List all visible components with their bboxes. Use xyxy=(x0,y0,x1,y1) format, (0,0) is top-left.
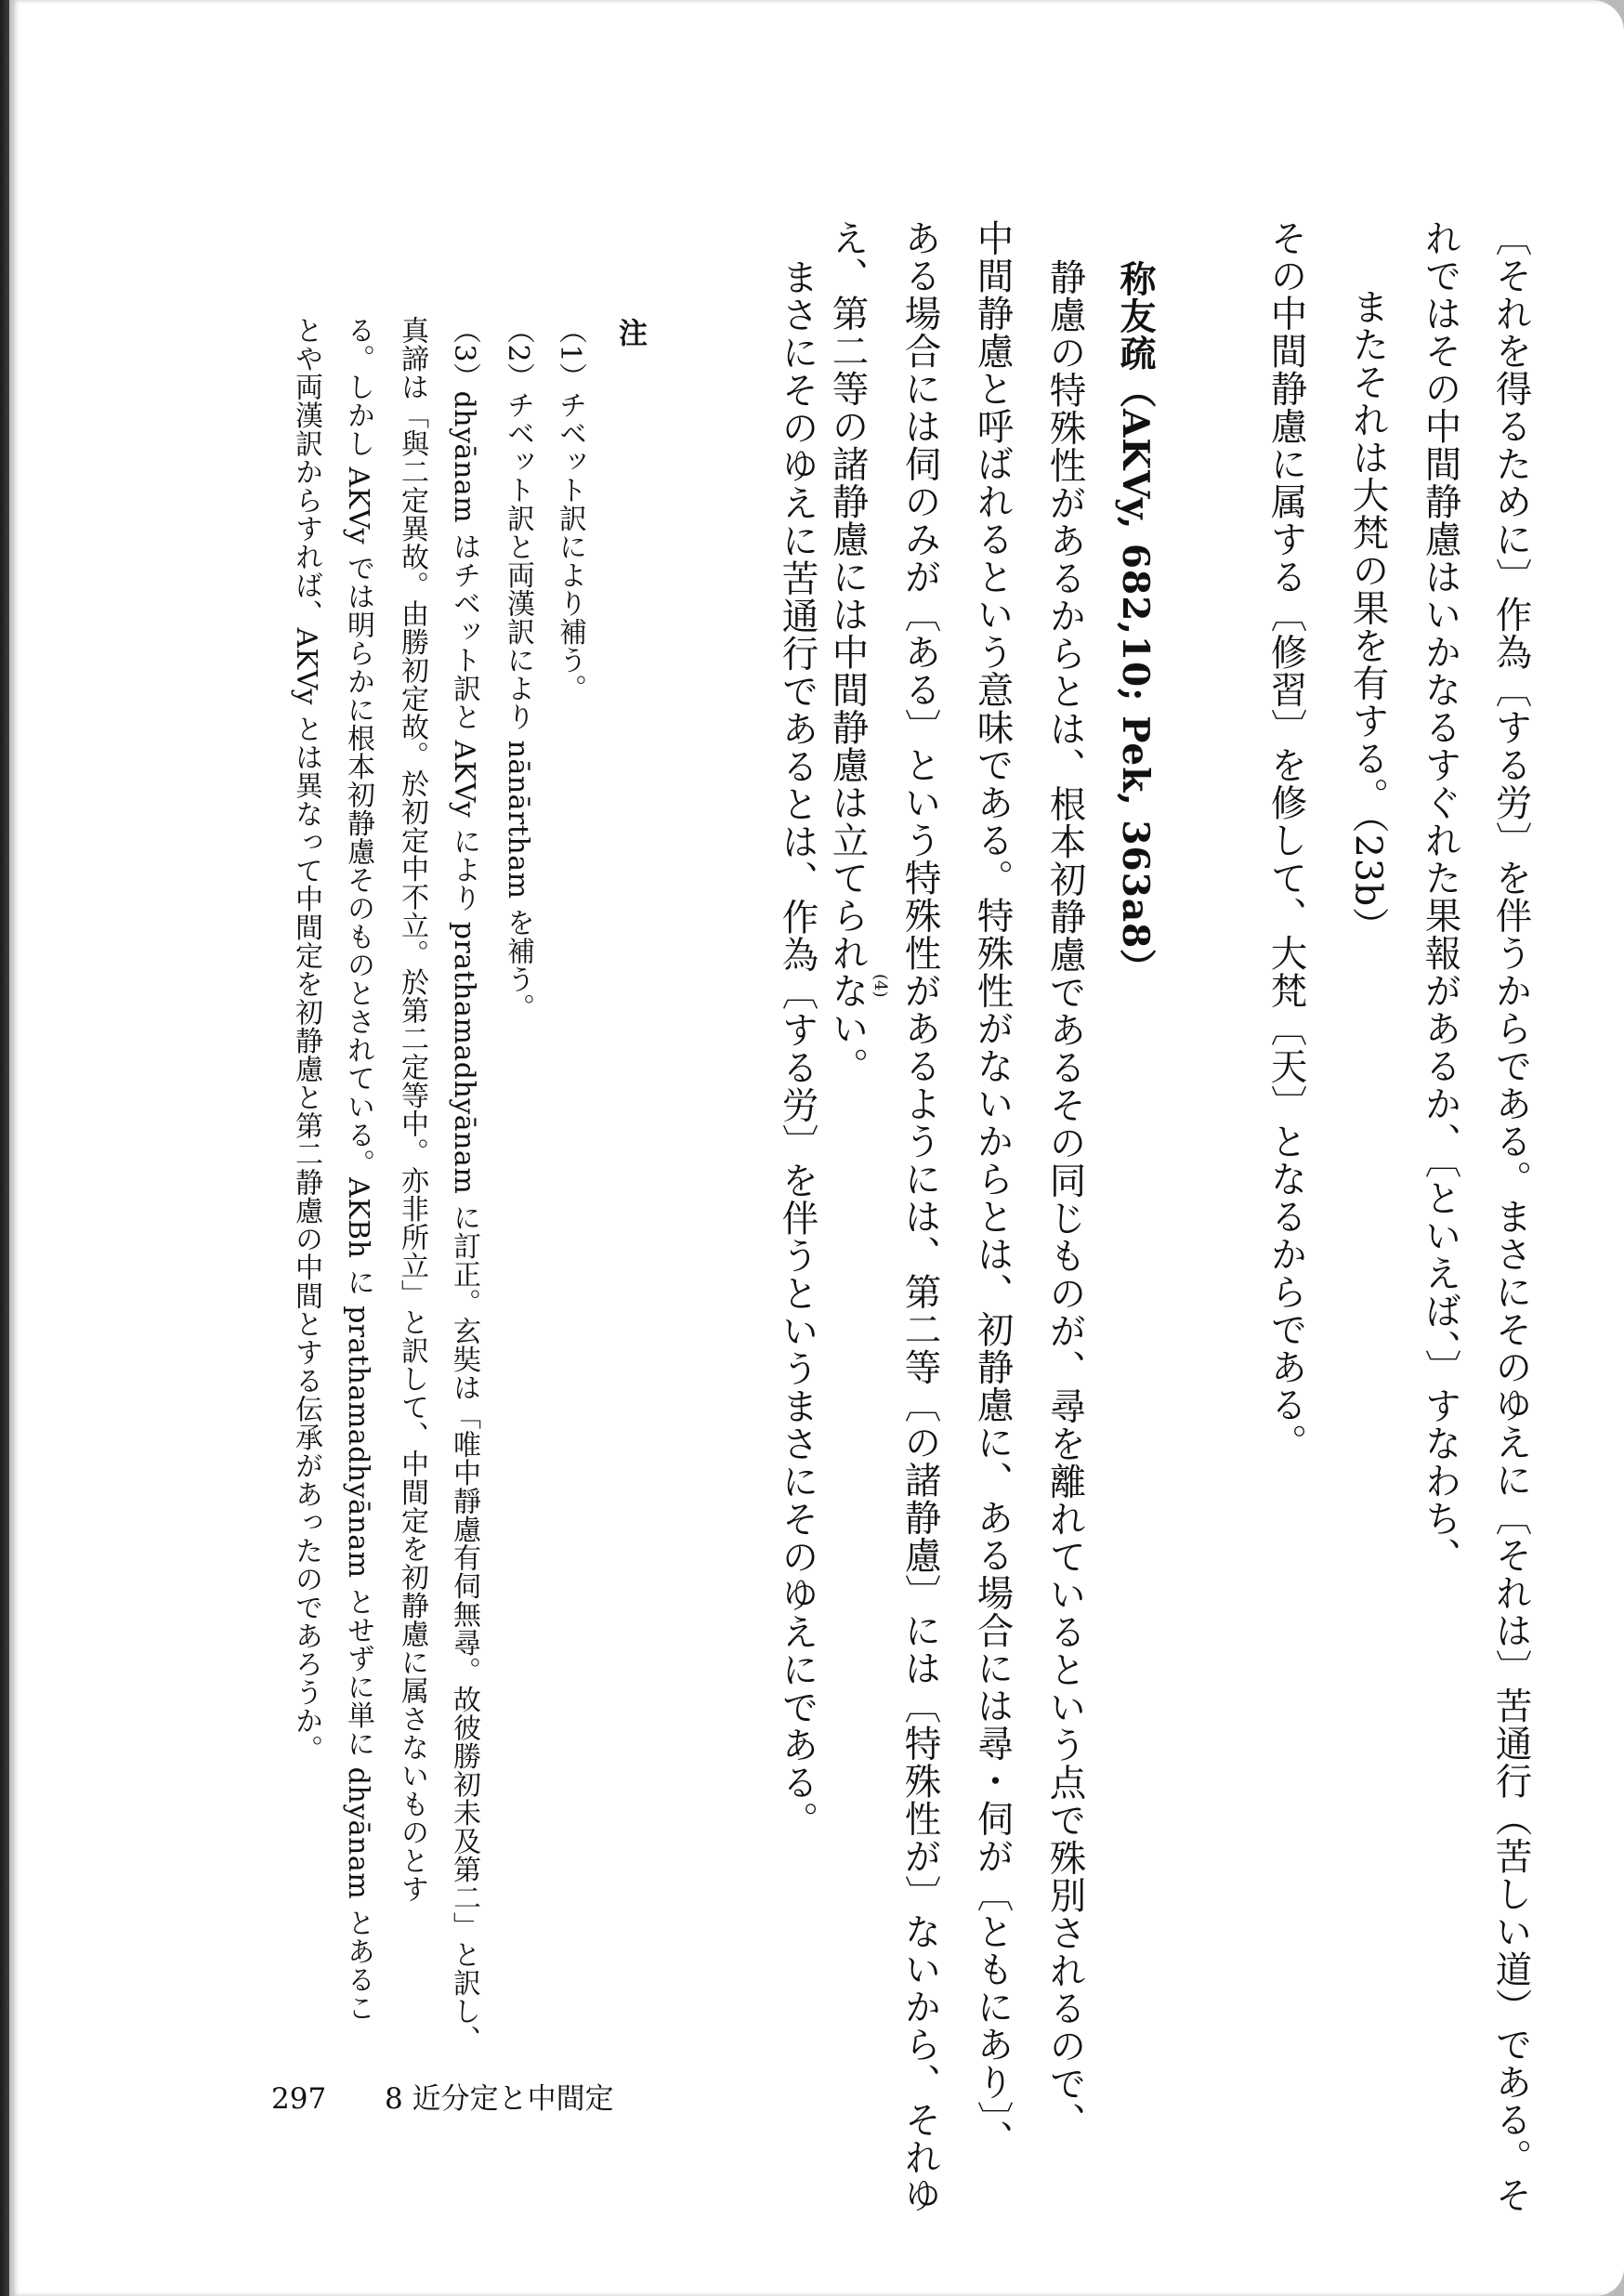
commentary-line-2: 中間静慮と呼ばれるという意味である。特殊性がないからとは、初静慮に、ある場合には尋・伺が〔ともにあり〕、 xyxy=(971,219,1015,2158)
commentary-heading: 称友疏（AKVy, 682,10; Pek, 363a8） xyxy=(1114,260,1157,987)
verse-line: またそれは大梵の果を有する。（23b） xyxy=(1346,288,1390,945)
main-line-2: れではその中間静慮はいかなるすぐれた果報があるか、〔といえば、〕すなわち、 xyxy=(1419,219,1462,1575)
commentary-line-3: ある場合には伺のみが〔ある〕という特殊性があるようには、第二等〔の諸静慮〕には〔特殊性が〕ないから、それゆ xyxy=(898,219,942,2214)
note-2: （2）チベット訳と両漢訳により nānārtham を補う。 xyxy=(502,316,534,1022)
running-footer-chapter: 8 近分定と中間定 xyxy=(385,2082,614,2116)
note-3: （3）dhyānam はチベット訳と AKVy により prathamadhyānam に訂正。玄奘は「唯中靜慮有伺無尋。故彼勝初未及第二」と訳し、 xyxy=(448,316,480,2054)
page-number: 297 xyxy=(271,2082,327,2116)
main-line-4: その中間静慮に属する〔修習〕を修して、大梵〔天〕となるからである。 xyxy=(1264,219,1308,1462)
note-1: （1）チベット訳により補う。 xyxy=(554,316,586,703)
main-line-1: 〔それを得るために〕作為〔する労〕を伴うからである。まさにそのゆえに〔それは〕苦通行（苦しい道）である。そ xyxy=(1489,219,1533,2214)
note-reference-marker: (4) xyxy=(871,974,890,998)
commentary-line-4: え、第二等の諸静慮には中間静慮は立てられない。 xyxy=(826,219,870,1085)
note-3-cont-3: とや両漢訳からすれば、AKVy とは異なって中間定を初静慮と第二静慮の中間とする伝承があったのであろうか。 xyxy=(290,316,322,1764)
commentary-line-1: 静慮の特殊性があるからとは、根本初静慮であるその同じものが、尋を離れているという点で殊別されるので、 xyxy=(1043,258,1087,2140)
note-3-cont-2: る。しかし AKVy では明らかに根本初静慮そのものとされている。AKBh に prathamadhyānam とせずに単に dhyānam とあるこ xyxy=(342,316,374,2023)
note-3-cont-1: 真諦は「與二定異故。由勝初定故。於初定中不立。於第二定等中。亦非所立」と訳して、中間定を初静慮に属さないものとす xyxy=(396,316,428,1903)
notes-heading: 注 xyxy=(613,318,647,347)
commentary-line-5: まさにそのゆえに苦通行であるとは、作為〔する労〕を伴うというまさにそのゆえにである。 xyxy=(776,258,819,1839)
